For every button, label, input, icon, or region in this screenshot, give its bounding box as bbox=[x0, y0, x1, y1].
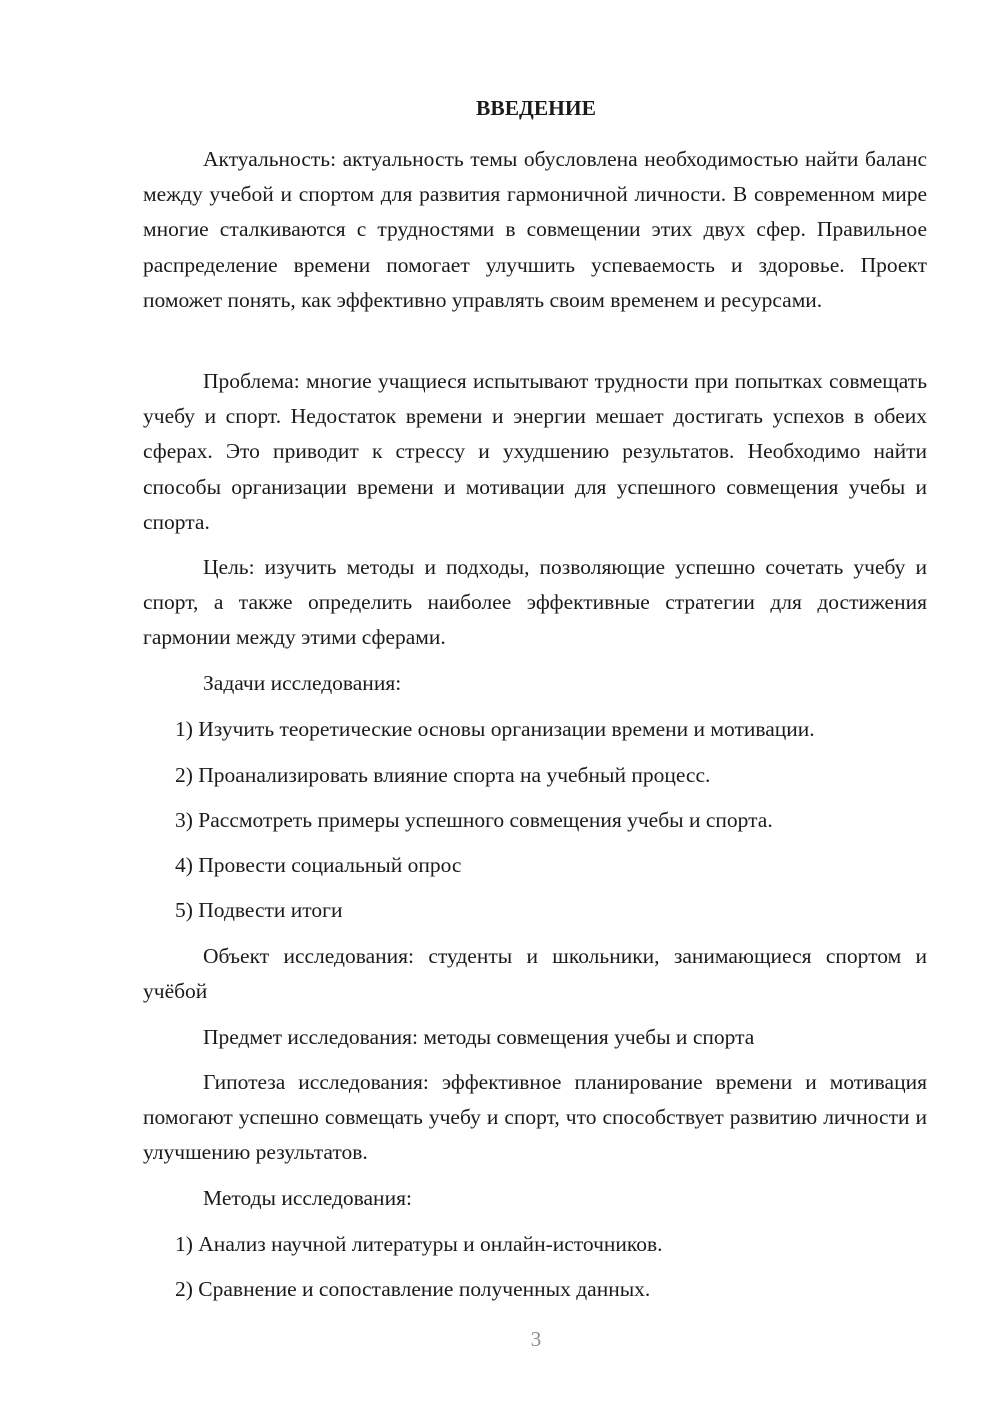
tasks-heading bbox=[143, 666, 927, 701]
page-number: 3 bbox=[530, 1327, 542, 1351]
paragraph-object-text: Объект исследования: студенты и школьники, занимающиеся спортом и учёбой bbox=[143, 944, 927, 1004]
page-title: ВВЕДЕНИЕ bbox=[476, 96, 596, 120]
paragraph-problem bbox=[143, 364, 927, 540]
task-item: 1) Изучить теоретические основы организации времени и мотивации. bbox=[175, 717, 815, 741]
paragraph-goal bbox=[143, 550, 927, 656]
paragraph-relevance bbox=[143, 142, 927, 318]
methods-heading bbox=[143, 1181, 927, 1216]
method-item: 1) Анализ научной литературы и онлайн-источников. bbox=[175, 1232, 663, 1256]
method-item: 2) Сравнение и сопоставление полученных данных. bbox=[175, 1277, 651, 1301]
paragraph-hypothesis-text: Гипотеза исследования: эффективное планирование времени и мотивация помогают успешно совмещать учебу и спорт, что способствует развитию личности и улучшению результатов. bbox=[143, 1070, 927, 1165]
paragraph-subject bbox=[143, 1020, 927, 1055]
task-item: 2) Проанализировать влияние спорта на учебный процесс. bbox=[175, 763, 711, 787]
task-item: 3) Рассмотреть примеры успешного совмещения учебы и спорта. bbox=[175, 808, 773, 832]
tasks-heading-text: Задачи исследования: bbox=[203, 671, 402, 695]
paragraph-object bbox=[143, 939, 927, 1009]
task-item: 5) Подвести итоги bbox=[175, 898, 343, 922]
paragraph-relevance-text: Актуальность: актуальность темы обусловлена необходимостью найти баланс между учебой и спортом для развития гармоничной личности. В современном мире многие сталкиваются с трудностями в совмещении этих двух сфер. Правильное распределение времени помогает улучшить успеваемость и здоровье. Проект поможет понять, как эффективно управлять своим временем и ресурсами. bbox=[143, 147, 927, 312]
paragraph-problem-text: Проблема: многие учащиеся испытывают трудности при попытках совмещать учебу и спорт. Недостаток времени и энергии мешает достигать успехов в обеих сферах. Это приводит к стрессу и ухудшению результатов. Необходимо найти способы организации времени и мотивации для успешного совмещения учебы и спорта. bbox=[143, 369, 927, 534]
paragraph-goal-text: Цель: изучить методы и подходы, позволяющие успешно сочетать учебу и спорт, а также определить наиболее эффективные стратегии для достижения гармонии между этими сферами. bbox=[143, 555, 927, 650]
paragraph-subject-text: Предмет исследования: методы совмещения учебы и спорта bbox=[203, 1025, 755, 1049]
methods-heading-text: Методы исследования: bbox=[203, 1186, 412, 1210]
task-item: 4) Провести социальный опрос bbox=[175, 853, 462, 877]
paragraph-hypothesis bbox=[143, 1065, 927, 1171]
